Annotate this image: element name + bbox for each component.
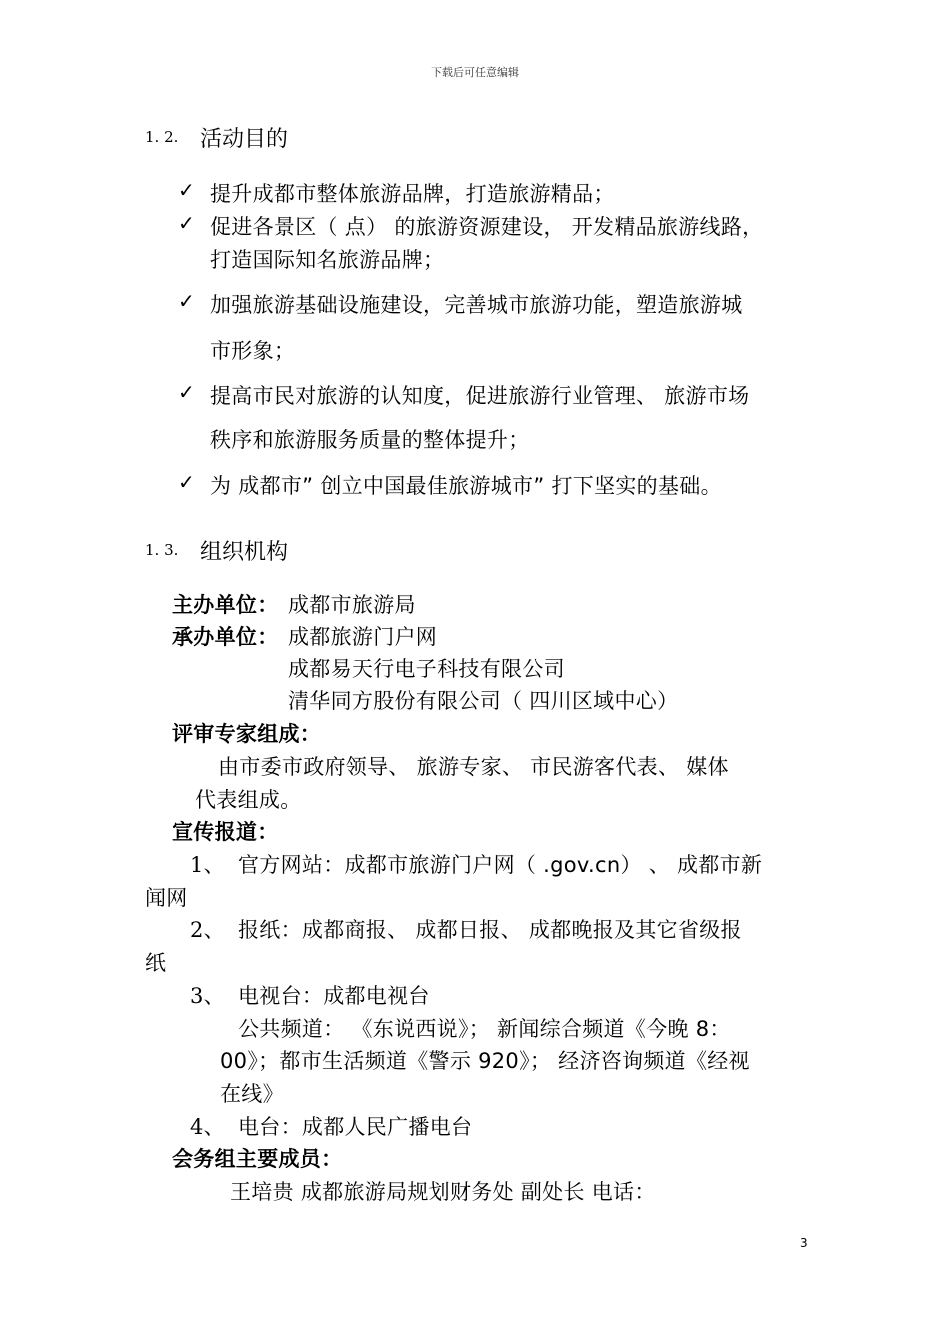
check-icon: ✓ bbox=[178, 470, 195, 494]
section-number: 1. 2. bbox=[145, 128, 179, 146]
publicity-label: 宣传报道： bbox=[172, 820, 279, 844]
organizer-item: 清华同方股份有限公司（ 四川区域中心） bbox=[288, 689, 679, 713]
bullet-line: 秩序和旅游服务质量的整体提升； bbox=[210, 428, 530, 452]
section-number: 1. 3. bbox=[145, 541, 179, 559]
check-icon: ✓ bbox=[178, 211, 195, 235]
section-title: 活动目的 bbox=[200, 127, 289, 152]
publicity-line: 电台：成都人民广播电台 bbox=[238, 1115, 473, 1139]
check-icon: ✓ bbox=[178, 380, 195, 404]
publicity-line: 在线》 bbox=[220, 1082, 284, 1106]
section-title: 组织机构 bbox=[200, 540, 289, 565]
bullet-line: 加强旅游基础设施建设，完善城市旅游功能，塑造旅游城 bbox=[210, 293, 743, 317]
list-number: 1、 bbox=[190, 853, 225, 877]
list-number: 3、 bbox=[190, 984, 225, 1008]
list-number: 2、 bbox=[190, 918, 225, 942]
bullet-line: 市形象； bbox=[210, 339, 296, 363]
host-label: 主办单位： bbox=[172, 593, 279, 617]
jury-label: 评审专家组成： bbox=[172, 722, 322, 746]
publicity-line: 官方网站：成都市旅游门户网（ .gov.cn） 、 成都市新 bbox=[238, 853, 763, 877]
publicity-line: 纸 bbox=[145, 951, 167, 975]
list-number: 4、 bbox=[190, 1115, 225, 1139]
publicity-line: 公共频道： 《东说西说》； 新闻综合频道《今晚 8： bbox=[238, 1017, 731, 1041]
check-icon: ✓ bbox=[178, 178, 195, 202]
members-label: 会务组主要成员： bbox=[172, 1147, 343, 1171]
organizer-item: 成都旅游门户网 bbox=[288, 625, 438, 649]
publicity-line: 报纸：成都商报、 成都日报、 成都晚报及其它省级报 bbox=[238, 918, 742, 942]
publicity-line: 闻网 bbox=[145, 886, 188, 910]
organizer-label: 承办单位： bbox=[172, 625, 279, 649]
check-icon: ✓ bbox=[178, 289, 195, 313]
publicity-line: 00》；都市生活频道《警示 920》； 经济咨询频道《经视 bbox=[220, 1049, 750, 1073]
publicity-line: 电视台：成都电视台 bbox=[238, 984, 430, 1008]
bullet-line: 提高市民对旅游的认知度，促进旅游行业管理、 旅游市场 bbox=[210, 384, 750, 408]
bullet-line: 为 成都市” 创立中国最佳旅游城市” 打下坚实的基础。 bbox=[210, 474, 722, 498]
organizer-item: 成都易天行电子科技有限公司 bbox=[288, 657, 565, 681]
page-header: 下载后可任意编辑 bbox=[431, 66, 519, 79]
host-value: 成都市旅游局 bbox=[288, 593, 416, 617]
bullet-line: 促进各景区（ 点） 的旅游资源建设， 开发精品旅游线路， bbox=[210, 215, 764, 239]
page-number: 3 bbox=[800, 1236, 808, 1250]
bullet-line: 提升成都市整体旅游品牌，打造旅游精品； bbox=[210, 182, 615, 206]
jury-line: 代表组成。 bbox=[195, 788, 302, 812]
members-line: 王培贵 成都旅游局规划财务处 副处长 电话： bbox=[230, 1180, 656, 1204]
bullet-line: 打造国际知名旅游品牌； bbox=[210, 248, 445, 272]
jury-line: 由市委市政府领导、 旅游专家、 市民游客代表、 媒体 bbox=[218, 755, 729, 779]
